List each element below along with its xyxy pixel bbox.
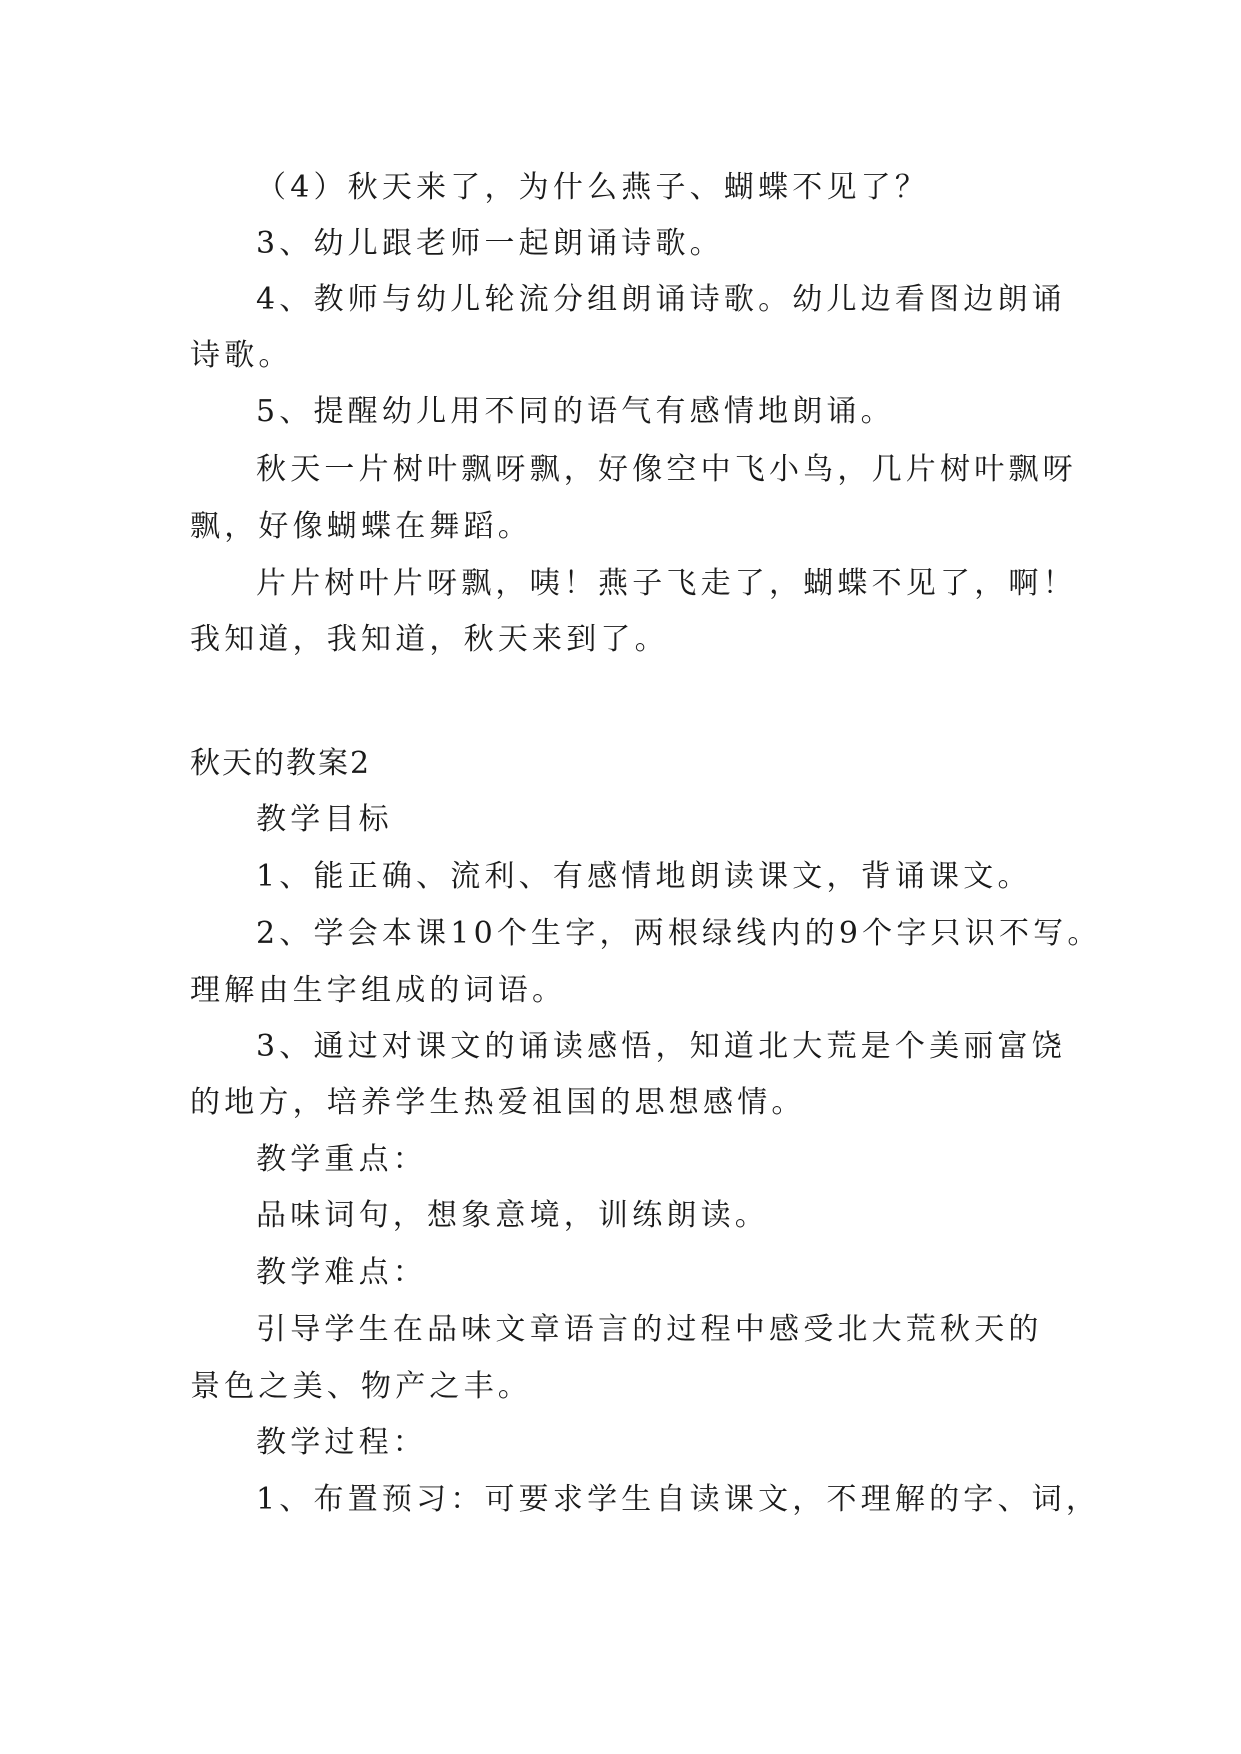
text-line: 3、幼儿跟老师一起朗诵诗歌。 (256, 226, 724, 261)
text-line: 3、通过对课文的诵读感悟，知道北大荒是个美丽富饶 (256, 1029, 1066, 1064)
text-line: 教学目标 (256, 802, 393, 837)
text-line: 教学重点： (256, 1142, 427, 1177)
text-line: 诗歌。 (190, 338, 293, 373)
text-line: 4、教师与幼儿轮流分组朗诵诗歌。幼儿边看图边朗诵 (256, 282, 1066, 317)
text-line: 5、提醒幼儿用不同的语气有感情地朗诵。 (256, 394, 895, 429)
text-line: 教学难点： (256, 1255, 427, 1290)
text-line: 理解由生字组成的词语。 (190, 973, 567, 1008)
section-heading: 秋天的教案2 (190, 746, 372, 781)
text-line: 片片树叶片呀飘，咦！燕子飞走了，蝴蝶不见了，啊！ (256, 566, 1077, 601)
text-line: 引导学生在品味文章语言的过程中感受北大荒秋天的 (256, 1312, 1043, 1347)
text-line: 教学过程： (256, 1425, 427, 1460)
text-line: 1、能正确、流利、有感情地朗读课文，背诵课文。 (256, 859, 1032, 894)
text-line: 品味词句，想象意境，训练朗读。 (256, 1198, 769, 1233)
text-line: 秋天一片树叶飘呀飘，好像空中飞小鸟，几片树叶飘呀 (256, 452, 1077, 487)
text-line: 我知道，我知道，秋天来到了。 (190, 622, 669, 657)
text-line: 2、学会本课10个生字，两根绿线内的9个字只识不写。 (256, 916, 1102, 951)
text-line: 飘，好像蝴蝶在舞蹈。 (190, 509, 532, 544)
text-line: 景色之美、物产之丰。 (190, 1369, 532, 1404)
text-line: 1、布置预习：可要求学生自读课文，不理解的字、词， (256, 1482, 1101, 1517)
text-line: 的地方，培养学生热爱祖国的思想感情。 (190, 1085, 806, 1120)
text-line: （4）秋天来了，为什么燕子、蝴蝶不见了？ (256, 170, 930, 205)
